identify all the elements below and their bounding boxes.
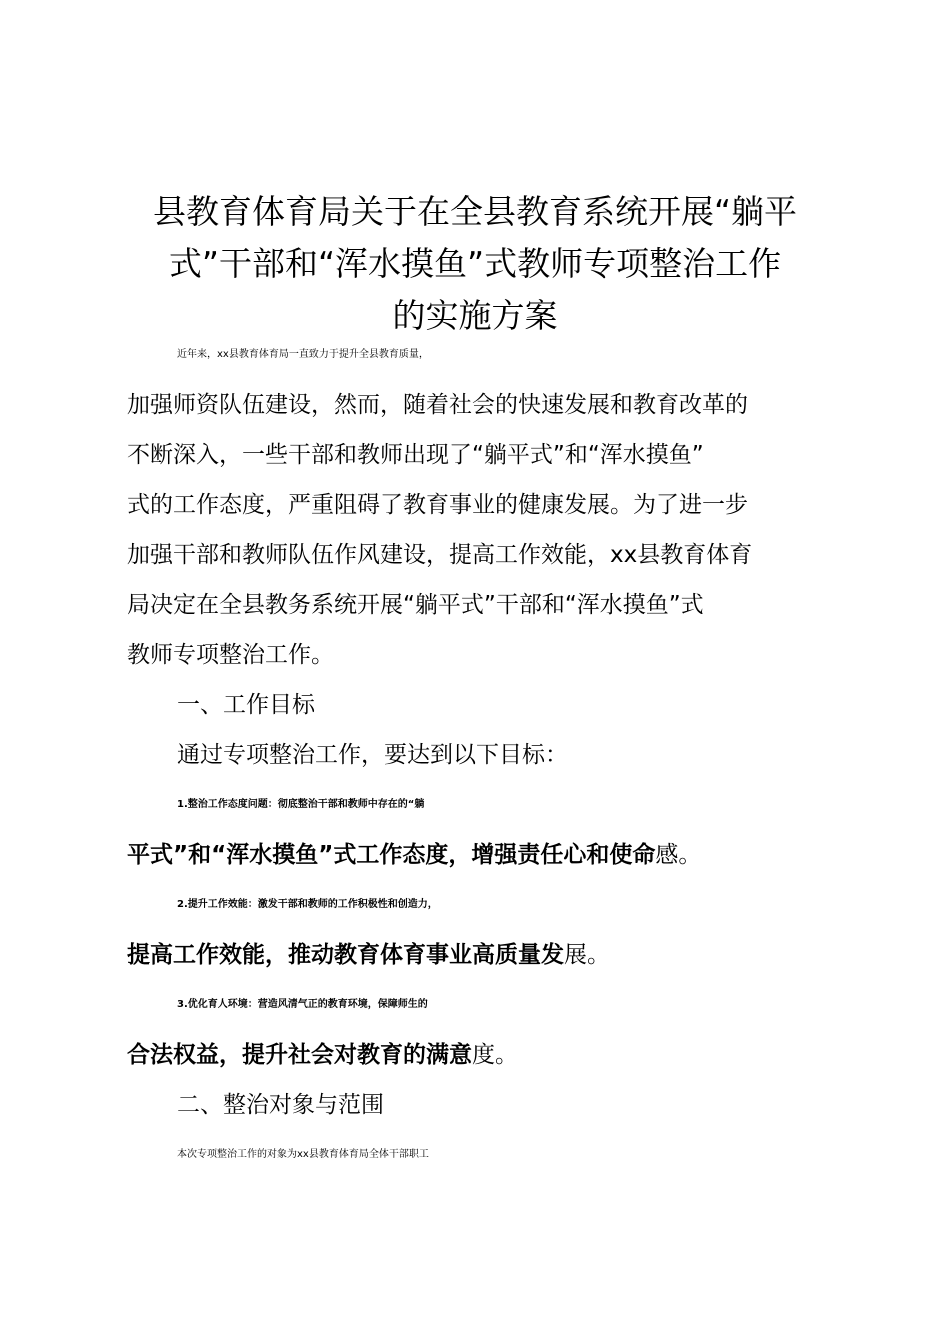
- goal-2-line-2-tail: 展。: [564, 942, 610, 968]
- goal-3-line-2: [127, 1030, 835, 1080]
- title-line-3: 的实施方案: [392, 296, 558, 335]
- goals-lead: 通过专项整治工作，要达到以下目标：: [177, 742, 568, 768]
- goal-item-2: [127, 880, 835, 980]
- section-heading-scope: 二、整治对象与范围: [177, 1092, 384, 1118]
- goal-item-3: [127, 980, 835, 1080]
- goal-3-line-2-bold: 合法权益，提升社会对教育的满意: [127, 1042, 472, 1068]
- title-line-2: 式”干部和“浑水摸鱼”式教师专项整治工作: [168, 244, 782, 283]
- intro-line-3: 不断深入，一些干部和教师出现了“躺平式”和“浑水摸鱼”: [127, 442, 704, 468]
- section-heading-goals: 一、工作目标: [177, 692, 315, 718]
- document-body: [127, 330, 835, 1180]
- goal-3-line-1: 3.优化育人环境：营造风清气正的教育环境，保障师生的: [177, 999, 428, 1010]
- intro-paragraph: [127, 330, 835, 680]
- goal-1-line-2-bold: 平式”和“浑水摸鱼”式工作态度，增强责任心和使命: [127, 842, 656, 868]
- goal-2-line-2-bold: 提高工作效能，推动教育体育事业高质量发: [127, 942, 564, 968]
- goal-3-line-2-tail: 度。: [472, 1042, 518, 1068]
- title-line-1: 县教育体育局关于在全县教育系统开展“躺平: [152, 192, 798, 231]
- intro-line-2: 加强师资队伍建设，然而，随着社会的快速发展和教育改革的: [127, 392, 748, 418]
- intro-line-5: 加强干部和教师队伍作风建设，提高工作效能，xx县教育体育: [127, 542, 753, 568]
- goal-item-1: [127, 780, 835, 880]
- document-title: [110, 186, 840, 342]
- goal-1-line-2-tail: 感。: [655, 842, 702, 868]
- intro-line-6: 局决定在全县教务系统开展“躺平式”干部和“浑水摸鱼”式: [127, 592, 704, 618]
- scope-line-1: 本次专项整治工作的对象为xx县教育体育局全体干部职工: [177, 1149, 429, 1160]
- intro-line-7: 教师专项整治工作。: [127, 642, 334, 668]
- goal-1-line-1: 1.整治工作态度问题：彻底整治干部和教师中存在的“躺: [177, 799, 425, 810]
- goal-2-line-1: 2.提升工作效能：激发干部和教师的工作积极性和创造力，: [177, 899, 438, 910]
- scope-paragraph: [127, 1130, 835, 1180]
- intro-line-1: 近年来，xx县教育体育局一直致力于提升全县教育质量，: [177, 349, 429, 360]
- goal-2-line-2: [127, 930, 835, 980]
- goal-1-line-2: [127, 830, 835, 880]
- intro-line-4: 式的工作态度，严重阻碍了教育事业的健康发展。为了进一步: [127, 492, 748, 518]
